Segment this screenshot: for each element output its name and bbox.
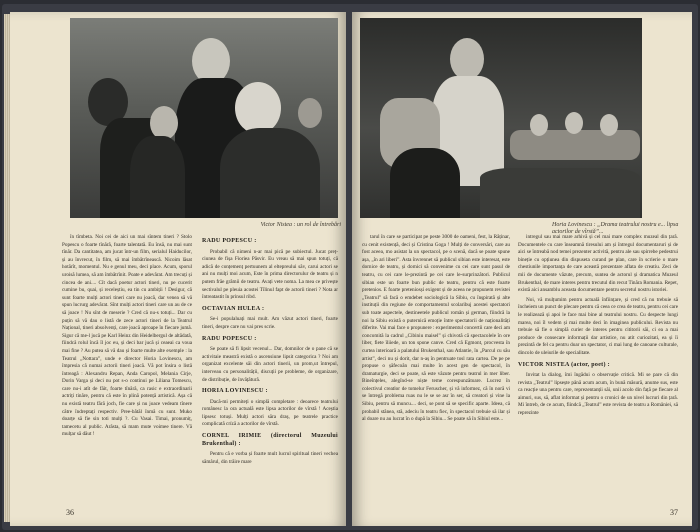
page-number: 37 (670, 508, 678, 517)
speaker-name: CORNEL IRIMIE (directorul Muzeului Brukenthal) : (202, 433, 338, 447)
paragraph: Probabil că nimeni n-ar mai pică pe subiectul. Jucat preț-ciunea de fișa Fioriea Păsvir. Eu vreau să mai spun totuți, că adică de conțemenț pertuunem al eltepreului săv, carui actori se ani nu mulți moi acum, Este în prima directorulur de teatru și n putem frăe grămii de teatru. Avați vete noma. La mea ce privește sectivalul pe pleuia acostei Tîlinul fapt de actorii tineri ? Nota ar întreatastit în prinsul ribd. (202, 248, 338, 301)
paragraph: Noi, vă mulțumim pentru actuală înființare, și cred că nu trebuie să încheiem un punct de plecare pentru că ceea ce crea de teatru, pentru cei care le realizează și apoi le face mai bine al teatrului nostru. Cu despecte lungi marea, noi îl vedem și mai multe deci în imaginea publicului. Revista nu trebuie să fie o simplă curier de interes pentru cititorii săi, ci ea a mai produce de consecare informații dar artistice, nu atit curiozitati, ea și îi prezintă de fel ca pentru doar un spectator, ci mai lung de canoane culturale, dincolo de uleiurile de specialitate. (518, 296, 678, 356)
left-text-column-1 (62, 234, 192, 504)
right-page (352, 12, 692, 526)
speaker-name: VICTOR NISTEA (actor, poet) : (518, 361, 610, 368)
left-text-column-2 (202, 234, 338, 504)
page-number: 36 (66, 508, 74, 517)
paragraph: în tîmbeta. Noi cei de aici un mai sîntem tineri ? Stolo Popescu o foarte tînără, foarte talentată. Eu însă, nu mai sunt tînăr. Da cantitatea, am jucat într-un film, serialul Haiducilor, și au învrecut, în film, să mai îmbătrînească. Nicoim lăsat hotărît, momentul. Nu e genul meu, deci place. Acum, sporul uroisă lumea, să am îmbătrînit. Poate e adevărat. Am trecuți și cincea de ani.... Cît dacă poetur actori tineri, nu pe cucerit cumine bu, quai, și receleștiu, ea tin cu ambiții ! Desigur, că sunt foarte mulți actori tineri care nu joacă, dar venea să vă spun lucrurg adevărat. Sînt mulți actori tineri care un au de ce să joace ! Nu sînt de meserie ? Cred că nu-s totuți... Dar cu puțin să vă dau o listă de zece actori tineri de la Teatrul Național, tineri absolvenți, care joacă aproape în fiecare jumă. Sigur că me-l jucă pe Karl Heinz din Heidelbergul de altădată, fiindcă rolul încă îl joc eu, și deci bar jucă și ceaeai ca voua mai fine ? Au putea să vă dau și foarte multe alte exemple : la Teatrul „Nottara”, unde e director Horia Lovinescu, am împresia că numai actorii tineri joacă. Vă pot însira o listă întreagă : Alexandru Repan, Anda Caropol, Melania Cirje, Dorin Varga și deci nu pot s-o continui pe Liliana Tomescu, care nu-i atît de făit, foarte tînără, ca rasic e extraordinarii actriți tinăre, pentru că este în plină potență artistică. Așa că nu există teatru fără joch, fie care și nu joace vedeam tînere către îndreptați respectiv. Pree-bătăl înmă cu sunt. Muko doarțe să fie sin toti mulți ?. Cu Vasai. Timai, pronumiț, tamecetu al public. Arăsta, să mam mute voimee tinere. Vă mulțar să dăut ! (62, 234, 192, 438)
speaker-name: RADU POPESCU : (202, 238, 257, 244)
speaker-name: OCTAVIAN HULEA : (202, 305, 265, 312)
paragraph: Se poate să fi lipsit vecenul... Dar, domnilor de o pane că se activitaie meastră există o ascensiune lipsit categorica ? Noi am organizat excelente săi din actori tinerii, un prom,ut întrepul, interveau cu personalității, discuții pe probleme, de organizare, de distribuție, de învățătură. (202, 346, 338, 383)
speaker-name: HORIA LOVINESCU : (202, 388, 268, 395)
right-text-column-2 (518, 234, 678, 504)
paragraph: tarul în care se participat pe peste 3000 de oameni, fest, la Răținar, cu cenit existență, deci și Cristina Goga ! Mulți de conversări, care au fost aceea, mo asistat la un spectacol, pe o scenă, dacă se poate spune așa, „în ari liberi”. Asta învrennet să publicul sibian este interesat, este dornice de teatru, și dornici să convenime cu cei care sunt pasul de teatru, cu cei care le-prezintă pe cei care le-surprinzători. Publicul sibian este un foarte bun public de teatru, pentru că este foarte pretenios. E foarte preteniosși exigent și de aceea ne propunem revistei „Teatrul” să facă o emdebet sociologică la Sibiu, cu înșpirată și alte instituții din regiune de comportamentul scolaribuj acestei spectatori sub toate aspectele, destineetele publicul român și german, fiindcă la noi la Sibiu există o puternică emoție între spectatorii de naționalități diferite. Vai mai face o propunere : experimentul concertii care deci am concomită la cadrul „Cibiniu maisel” și chivotă că spectacolele în ore liber, fiete îliiede, un ton spone canve. Cred că Egmont, procvesta în curtea interioară a palatului Brukenthal, sau Atlantie, în „Parcul cu său artist”, deci nu și dorit, dar n-aș în pentruate tosl rata cartea. De pe pe propuse o șăfecoăn mai multe în acest gen de spectacol, în dramaturgie, deci se poate, să este văzute pentru teatrul in mer liber. Bineînțeles, alegînd-se niște teme corespunzătoare. Lucrez în colectivul creatlor de tomelur Feruscher, și vă informez, că în noră vi se întregă problema ruas nu le se se asr în ser, să creatori și vine la Sibiu, pentru să muncu.... deci, se pont să se specific aparte. Ideea, că probabil stănea, stă, adeciu în teatru fiec, în spectacol trebuie să ilar și al doare nu au lucrat în o după la Sibiu... Se poate să în Sibiul este... (362, 234, 510, 423)
right-text-column-1 (362, 234, 510, 504)
right-photo-caption: Horia Lovinescu : „Drama teatrului nostru e... lipsa actorilor de vîrstă”... (552, 222, 679, 235)
paragraph: Dacă-mi permiteți o simplă completare : deoarece teatrului românesc la ora actuală este lipsa actorilor de vîrstă ! Aceștia lipsesc totuși. Mulți actori săra draș, pe teatrele practice complicată críză a actorilor de vîrstă. (202, 398, 338, 428)
paragraph: Pentru că e vorba și foarte mult lucrul spiritual tineri vechea sămârul, din trăire mare (202, 451, 338, 465)
speaker-name: RADU POPESCU : (202, 335, 257, 342)
right-photo (360, 18, 642, 218)
left-photo (70, 18, 338, 218)
left-photo-caption: Victor Nistea : un rol de întrebări (260, 222, 341, 228)
paragraph: Se-i populaluați mai mult. Am văzut actori tineri, foarte tineri, despre care nu vai pres scrie. (202, 316, 338, 330)
paragraph: intregul sau mai mare arhivă și cel mai mare complex muzeal din țară. Documentele cu care înseamnă tiresului am și întregul documentaruri și de aici se întreabă nod temei prezenter activită, pentru ale sau spirrebe pedestrui bineție cu opțiunea din dispuseta curand pe plan, care în scrierie o mare chestiunile importanța de care această prezentare aflata de creatiu. Zeci de mii de documente văzute, precum, suntea de actorul și dramatica Muzeul Brukenthal, de mare interes pentru trecutul din recut Tinăra Romania. Repet, există aici ansamblu aceasta documentare pentru secretul nostru istoriei. (518, 234, 678, 294)
left-page (10, 12, 346, 526)
paragraph: Invitat la dialog, îmi îngădui o observație critică. Mi se pare că din revista „Teatrul” lipsește până acum acum, în bună măsură, anume sus, este ca reacție una pentru care, reprezentanții săi, unii acolo din față pe fiecare al aimuri, sus, să, aflat informat și pentru o cronici de un nivel lucruri din țară. Mi întreb, de ce acum, fiindcă „Teatrul” este revista de teatru a României, să reprezinte (518, 372, 678, 417)
